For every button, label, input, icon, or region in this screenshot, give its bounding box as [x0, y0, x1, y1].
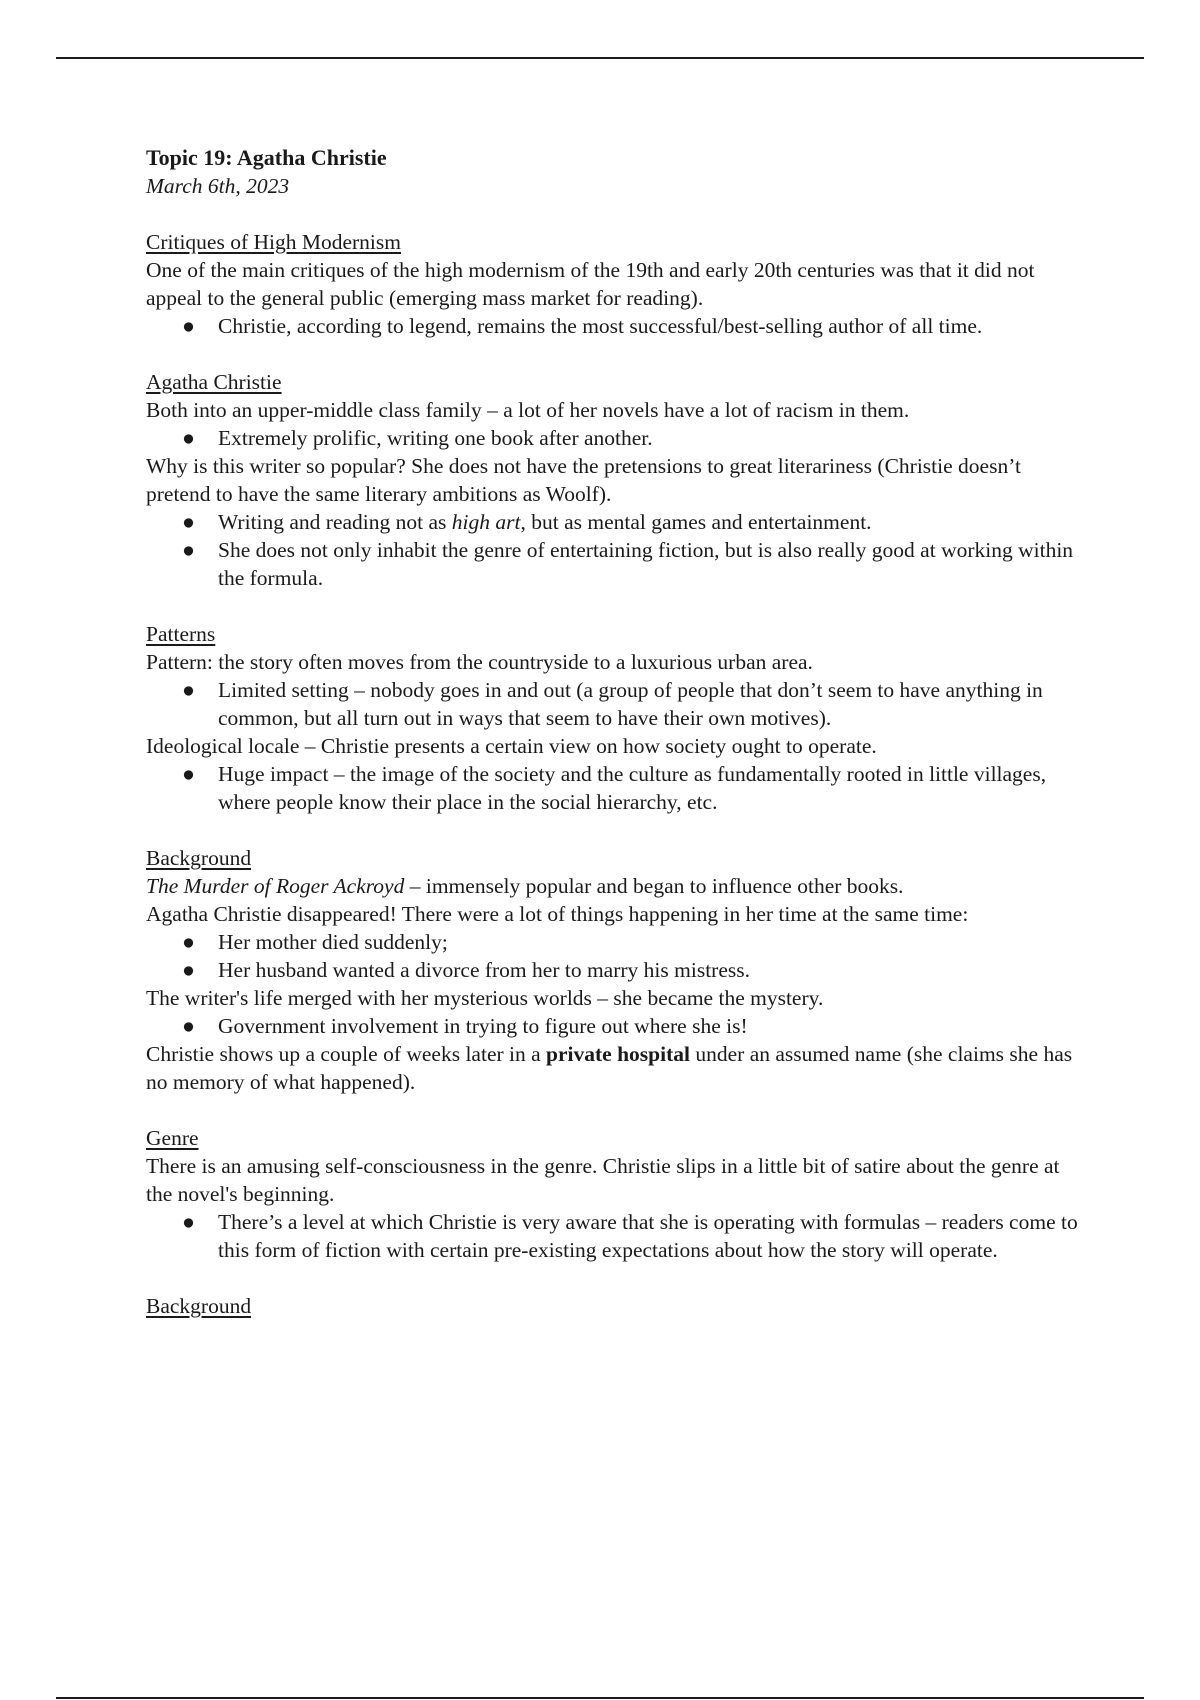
bullet-icon: ● [182, 958, 195, 982]
text-run: – immensely popular and began to influence other books. [404, 874, 904, 898]
list-item [146, 1208, 1086, 1264]
bullet-list [146, 1012, 1086, 1040]
list-item-text: Christie, according to legend, remains the most successful/best-selling author of all time. [218, 314, 983, 338]
list-item [146, 1012, 1086, 1040]
text-run: Christie shows up a couple of weeks later in a [146, 1042, 547, 1066]
list-item-text: Her husband wanted a divorce from her to marry his mistress. [218, 958, 750, 982]
list-item-text [218, 510, 872, 534]
document-body [146, 144, 1086, 1320]
paragraph [146, 1040, 1086, 1096]
bullet-icon: ● [182, 678, 195, 702]
section-agatha-christie [146, 368, 1086, 592]
section-heading: Background [146, 1294, 252, 1318]
bullet-icon: ● [182, 510, 195, 534]
bullet-icon: ● [182, 930, 195, 954]
bullet-icon: ● [182, 426, 195, 450]
bullet-icon: ● [182, 314, 195, 338]
paragraph: The writer's life merged with her mysterious worlds – she became the mystery. [146, 986, 824, 1010]
bullet-list [146, 508, 1086, 592]
text-run: Writing and reading not as [218, 510, 452, 534]
list-item-text: There’s a level at which Christie is very aware that she is operating with formulas – readers come to this form of fiction with certain pre-existing expectations about how the story will operate. [218, 1210, 1078, 1262]
bullet-list [146, 424, 1086, 452]
section-patterns [146, 620, 1086, 816]
bullet-icon: ● [182, 762, 195, 786]
bullet-list [146, 1208, 1086, 1264]
bold-text: private hospital [546, 1042, 690, 1066]
section-background-2 [146, 1292, 1086, 1320]
list-item [146, 536, 1086, 592]
list-item [146, 676, 1086, 732]
section-background [146, 844, 1086, 1096]
section-heading: Patterns [146, 622, 216, 646]
list-item-text: She does not only inhabit the genre of entertaining fiction, but is also really good at working within the formula. [218, 538, 1074, 590]
section-heading: Critiques of High Modernism [146, 230, 401, 254]
section-critiques [146, 228, 1086, 340]
section-heading: Agatha Christie [146, 370, 282, 394]
bullet-list [146, 312, 1086, 340]
section-genre [146, 1124, 1086, 1264]
paragraph [146, 872, 1086, 900]
bullet-list [146, 760, 1086, 816]
list-item-text: Extremely prolific, writing one book after another. [218, 426, 653, 450]
bullet-icon: ● [182, 1014, 195, 1038]
text-run: , but as mental games and entertainment. [520, 510, 872, 534]
bullet-icon: ● [182, 538, 195, 562]
list-item [146, 956, 1086, 984]
page-date: March 6th, 2023 [146, 174, 290, 198]
bullet-icon: ● [182, 1210, 195, 1234]
book-title: The Murder of Roger Ackroyd [146, 874, 405, 898]
section-heading: Genre [146, 1126, 199, 1150]
section-heading: Background [146, 846, 252, 870]
bullet-list [146, 928, 1086, 984]
list-item [146, 928, 1086, 956]
paragraph: One of the main critiques of the high modernism of the 19th and early 20th centuries was that it did not appeal to the general public (emerging mass market for reading). [146, 258, 1035, 310]
paragraph: There is an amusing self-consciousness in the genre. Christie slips in a little bit of satire about the genre at the novel's beginning. [146, 1154, 1060, 1206]
list-item-text: Her mother died suddenly; [218, 930, 448, 954]
paragraph: Why is this writer so popular? She does not have the pretensions to great literariness (Christie doesn’t pretend to have the same literary ambitions as Woolf). [146, 454, 1021, 506]
paragraph: Both into an upper-middle class family – a lot of her novels have a lot of racism in them. [146, 398, 910, 422]
page-bottom-rule [56, 1697, 1144, 1699]
paragraph: Ideological locale – Christie presents a certain view on how society ought to operate. [146, 734, 877, 758]
emphasis-text: high art [451, 510, 521, 534]
page-top-rule [56, 57, 1144, 59]
paragraph: Agatha Christie disappeared! There were a lot of things happening in her time at the same time: [146, 902, 969, 926]
list-item-text: Government involvement in trying to figure out where she is! [218, 1014, 748, 1038]
paragraph: Pattern: the story often moves from the countryside to a luxurious urban area. [146, 650, 813, 674]
page-title: Topic 19: Agatha Christie [146, 145, 387, 170]
bullet-list [146, 676, 1086, 732]
text-run: under an assumed name (she claims she has no memory of what happened). [146, 1042, 1073, 1094]
list-item [146, 760, 1086, 816]
list-item-text: Huge impact – the image of the society and the culture as fundamentally rooted in little villages, where people know their place in the social hierarchy, etc. [218, 762, 1047, 814]
list-item-text: Limited setting – nobody goes in and out (a group of people that don’t seem to have anything in common, but all turn out in ways that seem to have their own motives). [218, 678, 1043, 730]
list-item [146, 424, 1086, 452]
list-item [146, 508, 1086, 536]
list-item [146, 312, 1086, 340]
